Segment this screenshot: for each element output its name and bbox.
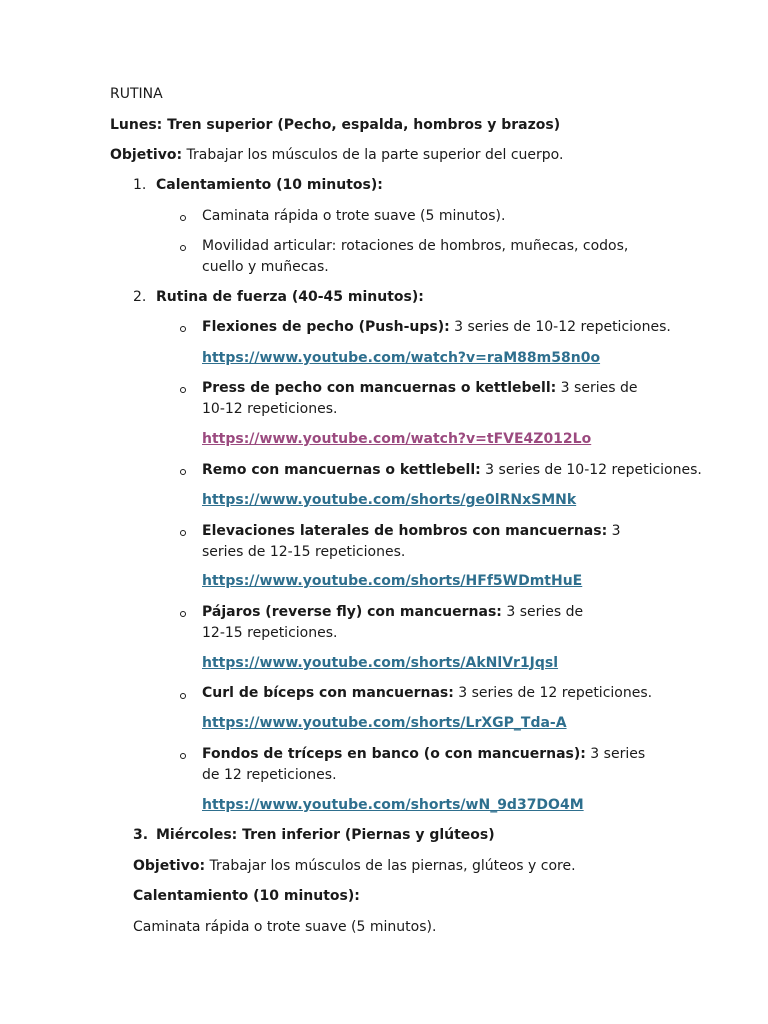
exercise-video-link[interactable]: https://www.youtube.com/shorts/HFf5WDmtHuE [202, 573, 583, 589]
exercise-video-link[interactable]: https://www.youtube.com/shorts/LrXGP_Tda-A [202, 715, 567, 731]
document-title: RUTINA [110, 86, 163, 102]
objective-text: Trabajar los músculos de la parte superior del cuerpo. [182, 147, 564, 163]
bullet-icon [180, 245, 186, 251]
exercise-video-link[interactable]: https://www.youtube.com/watch?v=tFVE4Z012Lo [202, 431, 592, 447]
section2-number: 2. [133, 289, 147, 305]
exercise-video-link[interactable]: https://www.youtube.com/watch?v=raM88m58n0o [202, 350, 601, 366]
objective-text: Trabajar los músculos de las piernas, glúteos y core. [205, 858, 576, 874]
exercise-item [202, 378, 662, 420]
objective-label: Objetivo: [110, 147, 183, 163]
bullet-icon [180, 611, 186, 617]
exercise-video-link[interactable]: https://www.youtube.com/shorts/AkNlVr1Jqsl [202, 655, 559, 671]
exercise-name: Fondos de tríceps en banco (o con mancuernas): [202, 746, 586, 762]
exercise-item [202, 460, 702, 481]
day1-heading: Lunes: Tren superior (Pecho, espalda, hombros y brazos) [110, 117, 561, 133]
exercise-detail: 3 series de 10-12 repeticiones. [202, 380, 638, 417]
exercise-detail: 3 series de 12-15 repeticiones. [202, 523, 621, 560]
exercise-item [202, 683, 652, 704]
exercise-name: Pájaros (reverse fly) con mancuernas: [202, 604, 502, 620]
exercise-name: Press de pecho con mancuernas o kettlebell: [202, 380, 557, 396]
exercise-video-link[interactable]: https://www.youtube.com/shorts/ge0lRNxSMNk [202, 492, 577, 508]
exercise-video-link[interactable]: https://www.youtube.com/shorts/wN_9d37DO4M [202, 797, 584, 813]
exercise-detail: 3 series de 10-12 repeticiones. [449, 319, 671, 335]
bullet-icon [180, 530, 186, 536]
exercise-name: Elevaciones laterales de hombros con mancuernas: [202, 523, 608, 539]
section2-title: Rutina de fuerza (40-45 minutos): [156, 289, 424, 305]
exercise-detail: 3 series de 12 repeticiones. [453, 685, 653, 701]
exercise-item [202, 521, 662, 563]
section3-title: Miércoles: Tren inferior (Piernas y glúteos) [156, 827, 495, 843]
day1-objective [110, 145, 563, 166]
exercise-item [202, 602, 602, 644]
exercise-name: Flexiones de pecho (Push-ups): [202, 319, 450, 335]
section3-objective [133, 856, 576, 877]
section3-number: 3. [133, 827, 149, 843]
warmup-item: Movilidad articular: rotaciones de hombros, muñecas, codos, cuello y muñecas. [202, 238, 629, 275]
exercise-detail: 3 series de 12-15 repeticiones. [202, 604, 584, 641]
bullet-icon [180, 753, 186, 759]
bullet-icon [180, 215, 186, 221]
exercise-detail: 3 series de 10-12 repeticiones. [480, 462, 702, 478]
bullet-icon [180, 326, 186, 332]
exercise-item [202, 317, 671, 338]
exercise-item [202, 744, 662, 786]
section3-warmup-title: Calentamiento (10 minutos): [133, 888, 360, 904]
bullet-icon [180, 693, 186, 699]
bullet-icon [180, 387, 186, 393]
exercise-detail: 3 series de 12 repeticiones. [202, 746, 646, 783]
exercise-name: Remo con mancuernas o kettlebell: [202, 462, 481, 478]
section1-title: Calentamiento (10 minutos): [156, 177, 383, 193]
warmup-item: Caminata rápida o trote suave (5 minutos). [202, 208, 506, 224]
objective-label: Objetivo: [133, 858, 206, 874]
section1-number: 1. [133, 177, 147, 193]
bullet-icon [180, 469, 186, 475]
section3-warmup-text: Caminata rápida o trote suave (5 minutos). [133, 919, 437, 935]
exercise-name: Curl de bíceps con mancuernas: [202, 685, 454, 701]
